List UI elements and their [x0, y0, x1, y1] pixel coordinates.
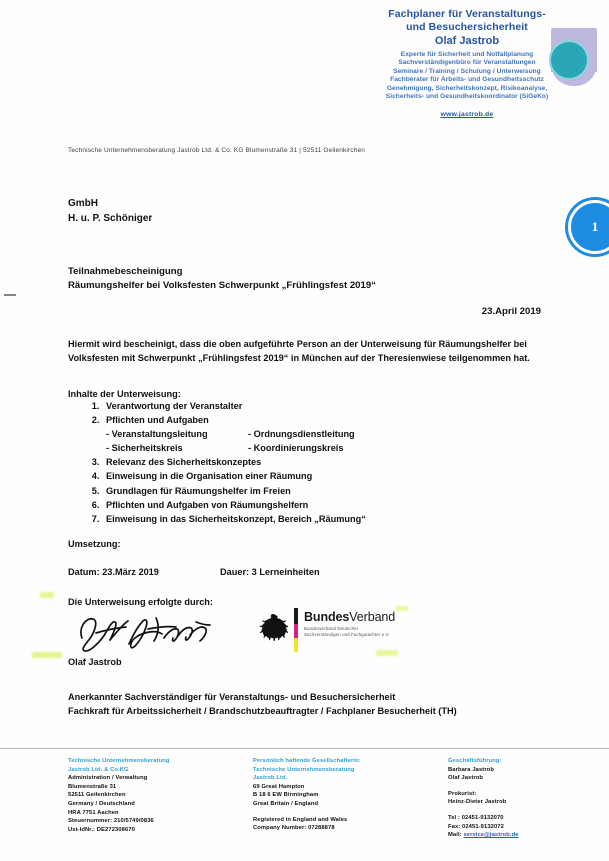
wordmark-bold: Bundes [304, 610, 350, 624]
sender-address-line: Technische Unternehmensberatung Jastrob Ltd. & Co. KG Blumenstraße 31 | 52511 Geilenkirchen [68, 147, 366, 154]
list-subitem-left: - Sicherheitskreis [106, 443, 183, 454]
footer-company-name-line2: Jastrob Ltd. & Co.KG [68, 766, 129, 773]
footer-company-line: HRA 7751 Aachen [68, 809, 119, 816]
list-subitem-row [106, 441, 542, 455]
bundesverband-color-bars [294, 608, 298, 654]
footer-spacer [448, 807, 603, 814]
list-item-label: Verantwortung der Veranstalter [106, 401, 243, 411]
implementation-duration: Dauer: 3 Lerneinheiten [220, 567, 320, 577]
company-logo-icon [545, 28, 601, 90]
letterhead-service-line: Sicherheits- und Gesundheitskoordinator (SiGeKo) [385, 93, 549, 101]
letterhead-title-line1: Fachplaner für Veranstaltungs- [388, 8, 546, 20]
letterhead-service-line: Sachverständigenbüro für Veranstaltungen [398, 59, 536, 67]
credential-line2: Fachkraft für Arbeitssicherheit / Brandschutzbeauftragter / Fachplaner Besucherheit (TH) [68, 706, 457, 717]
recipient-line1: GmbH [68, 198, 98, 209]
footer-prokurist-label: Prokurist: [448, 790, 477, 797]
bar-magenta [294, 624, 298, 638]
footer-mail-row [448, 831, 603, 840]
list-item [102, 455, 542, 469]
list-item [102, 484, 542, 498]
letterhead-service-line: Genehmigung, Sicherheitskonzept, Risikoanalyse, [386, 84, 548, 92]
bar-yellow [294, 638, 298, 652]
footer-partner-name-line1: Technische Unternehmensberatung [253, 766, 355, 773]
handwritten-signature [72, 608, 212, 656]
list-item [102, 399, 542, 413]
list-item-label: Pflichten und Aufgaben [106, 415, 209, 426]
list-item [102, 498, 542, 512]
scan-artifact-highlight [396, 606, 408, 611]
wordmark-light: Verband [349, 610, 396, 624]
eagle-icon [258, 612, 288, 642]
footer-telephone: Tel : 02451-9132070 [448, 814, 504, 821]
footer-manager-name: Barbara Jastrob [448, 766, 494, 773]
footer-management-heading: Geschäftsführung: [448, 758, 502, 764]
contents-heading: Inhalte der Unterweisung: [68, 389, 181, 399]
footer-company-line: Steuernummer: 210/5749/0836 [68, 818, 154, 825]
letterhead-service-line: Seminare / Training / Schulung / Unterweisung [393, 67, 541, 75]
footer-company-line: 52511 Geilenkirchen [68, 792, 126, 799]
implementation-heading: Umsetzung: [68, 539, 121, 549]
bundesverband-logo [258, 608, 413, 656]
letterhead-title-line2: und Besuchersicherheit [406, 20, 528, 33]
recipient-line2: H. u. P. Schöniger [68, 213, 153, 224]
footer-fax: Fax: 02451-9132072 [448, 823, 504, 830]
scan-artifact-highlight [376, 650, 398, 656]
bundesverband-text [304, 610, 395, 637]
list-subitem-left: - Veranstaltungsleitung [106, 429, 208, 440]
document-title-line1: Teilnahmebescheinigung [68, 266, 183, 277]
footer-partner-heading: Persönlich haftende Gesellschafterin: [253, 758, 361, 764]
footer [0, 757, 609, 857]
footer-company-line: Germany / Deutschland [68, 800, 135, 807]
footer-divider [0, 748, 609, 749]
footer-partner-line: 69 Great Hampton [253, 783, 305, 790]
list-item-label: Relevanz des Sicherheitskonzeptes [106, 457, 262, 468]
document-date: 23.April 2019 [481, 306, 541, 317]
footer-spacer [253, 809, 438, 816]
list-item-label: Grundlagen für Räumungshelfer im Freien [106, 485, 291, 496]
letterhead-service-line: Experte für Sicherheit und Notfallplanung [400, 51, 534, 58]
contents-list [68, 399, 542, 526]
footer-spacer [448, 783, 603, 790]
footer-column-partner [253, 757, 438, 833]
footer-partner-line: Great Britain / England [253, 800, 319, 807]
list-subitem-right: - Koordinierungskreis [248, 443, 344, 454]
website-link[interactable]: www.jastrob.de [440, 111, 494, 119]
document-body-paragraph: Hiermit wird bescheinigt, dass die oben aufgeführte Person an der Unterweisung für Räumungshelfer bei Volksfesten mit Schwerpunkt „Frühlingsfest 2019“ in München auf der Theresienwiese teilgenommen hat. [68, 339, 530, 364]
footer-manager-name: Olaf Jastrob [448, 775, 484, 782]
footer-column-company [68, 757, 243, 834]
signer-credentials [68, 690, 548, 718]
footer-prokurist-name: Heinz-Dieter Jastrob [448, 799, 507, 806]
footer-registration-line: Registered in England and Wales [253, 816, 348, 823]
tagline-line2: Sachverständigen und Fachgutachter e.V. [304, 631, 390, 637]
footer-company-line: Administration / Verwaltung [68, 775, 148, 782]
footer-company-line: Ust-IdNr.: DE272308670 [68, 826, 135, 833]
implementation-date: Datum: 23.März 2019 [68, 567, 159, 577]
footer-registration-line: Company Number: 07288878 [253, 825, 335, 832]
document-title-line2: Räumungshelfer bei Volksfesten Schwerpunkt „Frühlingsfest 2019“ [68, 279, 376, 291]
letterhead-name: Olaf Jastrob [434, 35, 500, 47]
shield-circle [549, 40, 589, 80]
list-item [102, 413, 542, 455]
page-seal-badge: 1 [568, 200, 609, 254]
footer-partner-line: B 18 6 EW Birmingham [253, 792, 319, 799]
letterhead-service-line: Fachberater für Arbeits- und Gesundheitsschutz [390, 76, 544, 84]
credential-line1: Anerkannter Sachverständiger für Veranstaltungs- und Besuchersicherheit [68, 692, 396, 702]
list-subitem-right: - Ordnungsdienstleitung [248, 429, 355, 440]
bundesverband-wordmark [304, 610, 395, 624]
footer-email-link[interactable]: service@jastrob.de [463, 832, 519, 839]
footer-company-line: Blumenstraße 31 [68, 783, 117, 790]
performed-by-label: Die Unterweisung erfolgte durch: [68, 597, 213, 607]
bundesverband-tagline [304, 626, 395, 637]
list-item [102, 469, 542, 483]
recipient-address [68, 196, 152, 226]
footer-company-name-line1: Technische Unternehmensberatung [68, 758, 170, 764]
tagline-line1: Bundesverband Deutscher [304, 626, 359, 631]
footer-partner-name-line2: Jastrob Ltd. [253, 775, 288, 782]
footer-mail-label: Mail: [448, 832, 462, 839]
list-item [102, 512, 542, 526]
footer-column-management [448, 757, 603, 840]
list-subitem-row [106, 427, 542, 441]
scan-artifact-highlight [40, 592, 54, 598]
list-item-label: Einweisung in die Organisation einer Räumung [106, 471, 313, 482]
list-item-label: Pflichten und Aufgaben von Räumungshelfern [106, 499, 309, 510]
scan-artifact-mark [4, 294, 16, 296]
signer-name: Olaf Jastrob [68, 657, 122, 667]
scan-artifact-highlight [32, 652, 62, 658]
list-item-label: Einweisung in das Sicherheitskonzept, Bereich „Räumung“ [106, 513, 366, 524]
implementation-details [68, 567, 320, 577]
bar-black [294, 608, 298, 624]
document-title [68, 265, 538, 292]
